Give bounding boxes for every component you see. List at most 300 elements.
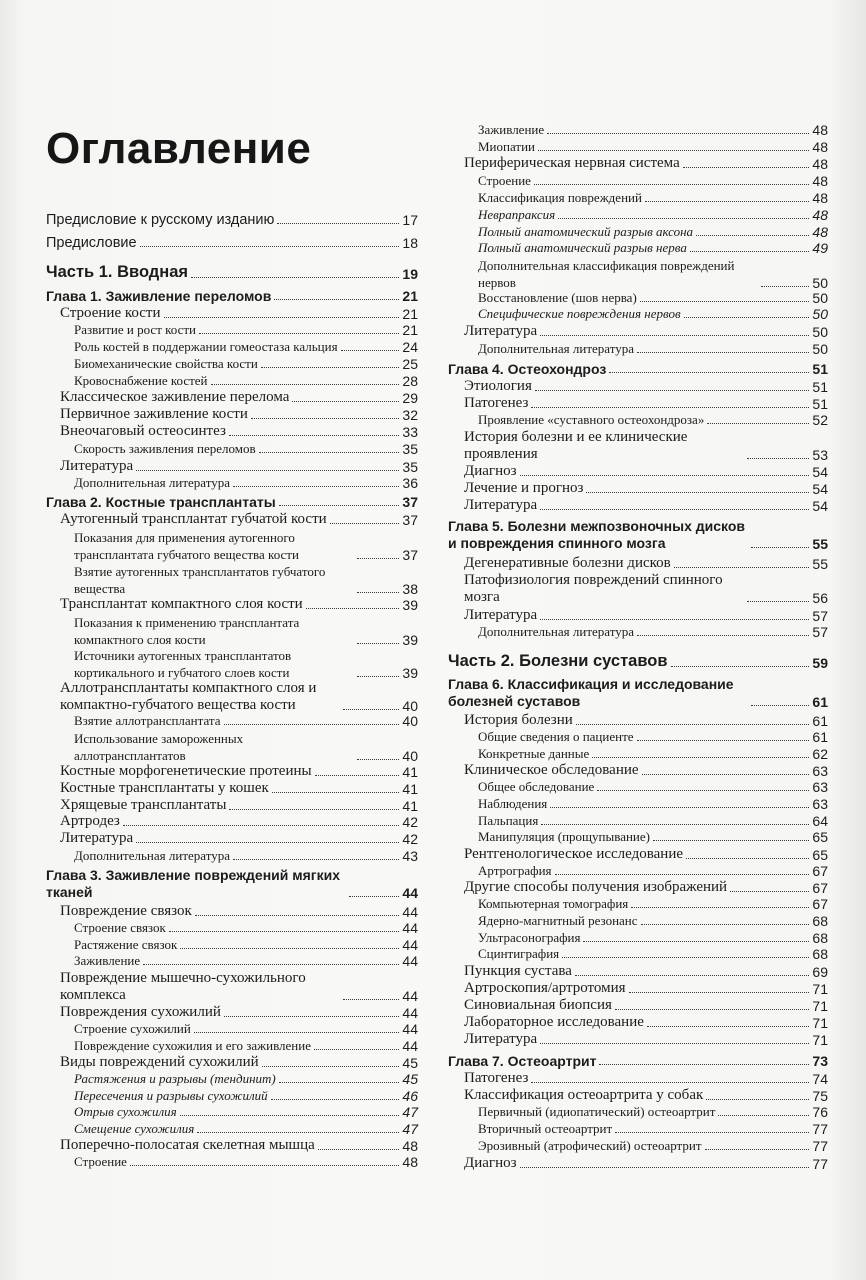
toc-page-number: 29 (402, 390, 418, 406)
toc-entry-title: Часть 2. Болезни суставов (448, 652, 668, 670)
toc-entry (478, 946, 828, 962)
toc-entry-title: Общее обследование (478, 779, 595, 794)
dot-leader (642, 774, 810, 775)
dot-leader (562, 957, 809, 958)
toc-entry (464, 463, 828, 480)
dot-leader (540, 509, 809, 510)
toc-page-number: 41 (402, 781, 418, 797)
dot-leader (592, 757, 809, 758)
toc-page-number: 44 (402, 988, 418, 1004)
toc-page-number: 35 (402, 459, 418, 475)
dot-leader (229, 809, 399, 810)
toc-entry (464, 378, 828, 395)
toc-entry (464, 1031, 828, 1048)
dot-leader (143, 964, 399, 965)
toc-entry (478, 139, 828, 155)
toc-entry-title: Литература (464, 497, 538, 513)
toc-page-number: 50 (812, 324, 828, 340)
dot-leader (547, 133, 809, 134)
dot-leader (535, 390, 810, 391)
toc-entry (464, 879, 828, 896)
dot-leader (558, 218, 809, 219)
dot-leader (229, 435, 400, 436)
toc-entry-title: Строение (478, 173, 531, 188)
toc-page-number: 24 (402, 339, 418, 355)
toc-entry (478, 290, 828, 306)
toc-page-number: 68 (812, 913, 828, 929)
toc-page-number: 55 (812, 536, 828, 552)
toc-page-number: 36 (402, 475, 418, 491)
toc-entry-title: Поперечно-полосатая скелетная мышца (60, 1137, 315, 1153)
toc-page-number: 63 (812, 796, 828, 812)
toc-entry (478, 224, 828, 240)
toc-page-number: 21 (402, 288, 418, 304)
toc-entry-title: Артрография (478, 863, 552, 878)
toc-page-number: 44 (402, 953, 418, 969)
dot-leader (550, 807, 809, 808)
toc-page-number: 37 (402, 512, 418, 528)
dot-leader (647, 1026, 810, 1027)
toc-page-number: 75 (812, 1088, 828, 1104)
toc-entry (464, 480, 828, 497)
toc-entry-title: Дегенеративные болезни дисков (464, 555, 671, 571)
dot-leader (534, 184, 809, 185)
dot-leader (279, 505, 400, 506)
dot-leader (199, 333, 399, 334)
toc-entry (74, 614, 418, 648)
toc-entry-title: Литература (60, 830, 134, 846)
toc-entry (478, 829, 828, 845)
toc-entry (60, 423, 418, 440)
dot-leader (233, 486, 399, 487)
toc-entry (464, 395, 828, 412)
toc-page-number: 39 (402, 632, 418, 648)
toc-entry (60, 305, 418, 322)
dot-leader (696, 235, 809, 236)
toc-entry-title: Конкретные данные (478, 746, 590, 761)
toc-page-number: 43 (402, 848, 418, 864)
toc-entry (464, 980, 828, 997)
toc-page-number: 38 (402, 581, 418, 597)
toc-entry-title: Трансплантат компактного слоя кости (60, 596, 303, 612)
toc-entry (478, 190, 828, 206)
toc-entry-title: Костные морфогенетические протеины (60, 763, 312, 779)
toc-entry (448, 361, 828, 377)
toc-entry-title: Дополнительная литература (74, 475, 230, 490)
dot-leader (730, 891, 809, 892)
toc-entry-title: Специфические повреждения нервов (478, 306, 681, 321)
toc-page-number: 48 (812, 190, 828, 206)
toc-entry-title: Клиническое обследование (464, 762, 639, 778)
toc-page-number: 65 (812, 829, 828, 845)
toc-page-number: 62 (812, 746, 828, 762)
toc-entry-title: Артродез (60, 813, 120, 829)
toc-entry (74, 356, 418, 372)
toc-entry-title: Дополнительная литература (478, 341, 634, 356)
toc-page-number: 48 (402, 1138, 418, 1154)
dot-leader (555, 874, 810, 875)
toc-entry (478, 863, 828, 879)
toc-page-number: 39 (402, 665, 418, 681)
dot-leader (520, 475, 810, 476)
toc-entry (478, 896, 828, 912)
toc-entry (464, 846, 828, 863)
toc-entry (464, 1014, 828, 1031)
toc-page-number: 69 (812, 964, 828, 980)
toc-entry (46, 212, 418, 228)
toc-entry (478, 1121, 828, 1137)
dot-leader (531, 1082, 809, 1083)
toc-page-number: 48 (812, 173, 828, 189)
toc-page-number: 48 (812, 207, 828, 223)
toc-entry (74, 441, 418, 457)
toc-entry-title: Аутогенный трансплантат губчатой кости (60, 511, 327, 527)
toc-page-number: 37 (402, 547, 418, 563)
toc-page-number: 45 (402, 1055, 418, 1071)
dot-leader (357, 643, 399, 644)
dot-leader (315, 775, 400, 776)
toc-page-number: 49 (812, 240, 828, 256)
dot-leader (279, 1082, 400, 1083)
dot-leader (330, 523, 400, 524)
toc-page-number: 63 (812, 779, 828, 795)
toc-page-number: 40 (402, 748, 418, 764)
dot-leader (272, 792, 400, 793)
toc-entry (74, 848, 418, 864)
toc-entry-title: Классификация остеоартрита у собак (464, 1087, 704, 1103)
dot-leader (540, 1043, 809, 1044)
toc-page-number: 41 (402, 764, 418, 780)
dot-leader (637, 635, 809, 636)
toc-page-number: 55 (812, 556, 828, 572)
toc-entry-title: Повреждение связок (60, 903, 192, 919)
dot-leader (540, 335, 809, 336)
toc-entry-title: Глава 1. Заживление переломов (46, 288, 272, 304)
toc-entry-title: Предисловие к русскому изданию (46, 212, 275, 228)
toc-entry-title: История болезни и ее клинические проявления (464, 429, 688, 462)
toc-entry (478, 779, 828, 795)
toc-entry-title: История болезни (464, 712, 573, 728)
dot-leader (136, 470, 399, 471)
toc-page-number: 33 (402, 424, 418, 440)
dot-leader (211, 384, 400, 385)
toc-entry-title: Дополнительная классификация повреждений нервов (478, 258, 735, 290)
dot-leader (609, 372, 809, 373)
toc-entry (74, 563, 418, 597)
toc-entry (74, 1154, 418, 1170)
toc-page-number: 54 (812, 481, 828, 497)
toc-entry (478, 306, 828, 322)
toc-page-number: 40 (402, 698, 418, 714)
dot-leader (349, 896, 399, 897)
toc-entry-title: Пальпация (478, 813, 539, 828)
toc-entry (74, 475, 418, 491)
toc-page-number: 65 (812, 847, 828, 863)
dot-leader (747, 458, 809, 459)
toc-page-number: 40 (402, 713, 418, 729)
dot-leader (684, 317, 810, 318)
toc-entry-title: Роль костей в поддержании гомеостаза кальция (74, 339, 338, 354)
toc-entry (60, 970, 418, 1004)
dot-leader (292, 401, 399, 402)
dot-leader (690, 251, 810, 252)
toc-entry (464, 607, 828, 624)
dot-leader (597, 790, 809, 791)
dot-leader (140, 246, 400, 247)
toc-entry (478, 341, 828, 357)
dot-leader (637, 740, 810, 741)
dot-leader (261, 367, 400, 368)
toc-entry-title: Глава 7. Остеоартрит (448, 1053, 597, 1069)
toc-entry-title: Первичное заживление кости (60, 406, 248, 422)
page-title: Оглавление (46, 124, 312, 173)
toc-entry-title: Глава 3. Заживление повреждений мягких тканей (46, 867, 341, 900)
toc-entry-title: Полный анатомический разрыв аксона (478, 224, 694, 239)
dot-leader (575, 975, 810, 976)
toc-entry-title: Неврапраксия (478, 207, 556, 222)
toc-entry-title: Источники аутогенных трансплантатов кортикального и губчатого слоев кости (74, 648, 292, 680)
toc-entry-title: Пересечения и разрывы сухожилий (74, 1088, 268, 1103)
dot-leader (197, 1132, 399, 1133)
toc-page-number: 73 (812, 1053, 828, 1069)
toc-entry-title: Рентгенологическое исследование (464, 846, 684, 862)
toc-entry (464, 429, 828, 463)
toc-entry (46, 288, 418, 304)
toc-entry-title: Смещение сухожилия (74, 1121, 195, 1136)
toc-page-number: 17 (402, 212, 418, 228)
toc-entry (60, 1004, 418, 1021)
toc-page-number: 21 (402, 322, 418, 338)
dot-leader (583, 941, 809, 942)
toc-entry (478, 122, 828, 138)
toc-entry (464, 1070, 828, 1087)
dot-leader (640, 301, 810, 302)
dot-leader (653, 840, 809, 841)
toc-page-number: 45 (402, 1071, 418, 1087)
toc-entry (448, 676, 828, 710)
dot-leader (586, 492, 809, 493)
toc-entry (74, 529, 418, 563)
toc-entry-title: Артроскопия/артротомия (464, 980, 626, 996)
toc-entry-title: Глава 4. Остеохондроз (448, 361, 607, 377)
dot-leader (751, 705, 809, 706)
toc-entry (60, 1054, 418, 1071)
toc-entry-title: Строение кости (60, 305, 161, 321)
toc-entry-title: Восстановление (шов нерва) (478, 290, 637, 305)
toc-entry-title: Дополнительная литература (478, 624, 634, 639)
toc-entry (60, 763, 418, 780)
toc-page-number: 61 (812, 694, 828, 710)
toc-entry-title: Другие способы получения изображений (464, 879, 728, 895)
dot-leader (615, 1132, 809, 1133)
toc-entry (60, 596, 418, 613)
toc-entry (464, 762, 828, 779)
toc-entry-title: Эрозивный (атрофический) остеоартрит (478, 1138, 702, 1153)
toc-entry-title: Пункция сустава (464, 963, 572, 979)
dot-leader (357, 759, 399, 760)
toc-page-number: 19 (402, 266, 418, 282)
dot-leader (306, 608, 400, 609)
toc-entry (478, 913, 828, 929)
toc-entry-title: Повреждение мышечно-сухожильного комплекса (60, 970, 306, 1003)
toc-entry-title: Внеочаговый остеосинтез (60, 423, 226, 439)
toc-entry-title: Лабораторное исследование (464, 1014, 644, 1030)
toc-entry-title: Диагноз (464, 463, 517, 479)
dot-leader (271, 1099, 400, 1100)
toc-page-number: 48 (812, 122, 828, 138)
toc-page-number: 28 (402, 373, 418, 389)
toc-page-number: 63 (812, 763, 828, 779)
dot-leader (357, 592, 399, 593)
toc-entry-title: Развитие и рост кости (74, 322, 197, 337)
toc-entry-title: Патогенез (464, 1070, 529, 1086)
toc-entry (60, 830, 418, 847)
dot-leader (520, 1167, 810, 1168)
toc-entry-title: Ядерно-магнитный резонанс (478, 913, 638, 928)
toc-page-number: 71 (812, 998, 828, 1014)
toc-page-number: 48 (812, 224, 828, 240)
toc-page-number: 44 (402, 920, 418, 936)
toc-page-number: 48 (402, 1154, 418, 1170)
toc-page-number: 64 (812, 813, 828, 829)
toc-entry (74, 1071, 418, 1087)
dot-leader (531, 407, 809, 408)
toc-entry (464, 497, 828, 514)
toc-entry-title: Манипуляция (прощупывание) (478, 829, 650, 844)
toc-entry-title: Кровоснабжение костей (74, 373, 208, 388)
dot-leader (718, 1115, 809, 1116)
dot-leader (180, 1115, 400, 1116)
toc-entry-title: Строение (74, 1154, 127, 1169)
toc-entry-title: Этиология (464, 378, 532, 394)
toc-page-number: 68 (812, 930, 828, 946)
toc-page-number: 51 (812, 396, 828, 412)
dot-leader (169, 931, 400, 932)
toc-entry (74, 322, 418, 338)
toc-entry (478, 624, 828, 640)
toc-entry-title: Биомеханические свойства кости (74, 356, 258, 371)
toc-entry-title: Классификация повреждений (478, 190, 642, 205)
toc-entry-title: Использование замороженных аллотрансплантатов (74, 731, 244, 763)
toc-page-number: 47 (402, 1104, 418, 1120)
toc-entry (60, 680, 418, 714)
dot-leader (343, 999, 399, 1000)
toc-page-number: 46 (402, 1088, 418, 1104)
toc-entry-title: Вторичный остеоартрит (478, 1121, 613, 1136)
toc-entry-title: Литература (464, 607, 538, 623)
dot-leader (191, 277, 399, 278)
dot-leader (341, 350, 400, 351)
toc-entry (478, 1138, 828, 1154)
dot-leader (599, 1064, 809, 1065)
dot-leader (357, 558, 399, 559)
toc-page-number: 48 (812, 139, 828, 155)
toc-entry (46, 263, 418, 282)
toc-entry (478, 1104, 828, 1120)
toc-entry-title: Часть 1. Вводная (46, 263, 189, 281)
toc-entry-title: Миопатии (478, 139, 536, 154)
toc-entry (74, 1088, 418, 1104)
toc-page-number: 77 (812, 1121, 828, 1137)
toc-entry-title: Костные трансплантаты у кошек (60, 780, 269, 796)
dot-leader (751, 547, 809, 548)
toc-page-number: 61 (812, 729, 828, 745)
toc-entry (74, 937, 418, 953)
toc-page-number: 50 (812, 275, 828, 291)
toc-entry-title: Глава 6. Классификация и исследование болезней суставов (448, 676, 734, 709)
toc-entry-title: Периферическая нервная система (464, 155, 680, 171)
toc-entry-title: Хрящевые трансплантаты (60, 797, 227, 813)
toc-entry (448, 1053, 828, 1069)
toc-entry-title: Взятие аллотрансплантата (74, 713, 221, 728)
toc-page-number: 41 (402, 798, 418, 814)
dot-leader (251, 418, 400, 419)
header-bleed-through (380, 52, 480, 68)
toc-entry-title: Показания для применения аутогенного трансплантата губчатого вещества кости (74, 530, 299, 562)
toc-entry (478, 207, 828, 223)
dot-leader (538, 150, 809, 151)
toc-page-number: 71 (812, 1032, 828, 1048)
toc-entry-title: Лечение и прогноз (464, 480, 584, 496)
toc-entry (60, 780, 418, 797)
toc-entry (74, 953, 418, 969)
dot-leader (233, 859, 399, 860)
toc-entry-title: Строение связок (74, 920, 166, 935)
toc-entry-title: Предисловие (46, 235, 137, 251)
toc-entry-title: Аллотрансплантаты компактного слоя и компактно-губчатого вещества кости (60, 680, 317, 713)
toc-entry-title: Общие сведения о пациенте (478, 729, 634, 744)
dot-leader (314, 1049, 399, 1050)
toc-entry-title: Глава 5. Болезни межпозвоночных дисков и повреждения спинного мозга (448, 518, 746, 551)
toc-page-number: 50 (812, 341, 828, 357)
toc-entry (478, 412, 828, 428)
dot-leader (357, 676, 399, 677)
toc-entry-title: Наблюдения (478, 796, 548, 811)
toc-entry (464, 323, 828, 340)
dot-leader (707, 423, 809, 424)
toc-page-number: 53 (812, 447, 828, 463)
toc-entry (74, 1021, 418, 1037)
dot-leader (637, 352, 809, 353)
dot-leader (631, 907, 809, 908)
toc-page-number: 71 (812, 1015, 828, 1031)
toc-page-number: 59 (812, 655, 828, 671)
dot-leader (541, 824, 809, 825)
toc-page-number: 47 (402, 1121, 418, 1137)
toc-entry (74, 647, 418, 681)
toc-entry (46, 235, 418, 251)
dot-leader (761, 286, 809, 287)
toc-entry-title: Повреждение сухожилия и его заживление (74, 1038, 311, 1053)
toc-page-number: 35 (402, 441, 418, 457)
dot-leader (686, 858, 809, 859)
toc-entry-title: Проявление «суставного остеохондроза» (478, 412, 705, 427)
toc-page-number: 21 (402, 306, 418, 322)
toc-entry-title: Скорость заживления переломов (74, 441, 256, 456)
dot-leader (576, 724, 810, 725)
toc-entry-title: Растяжения и разрывы (тендинит) (74, 1071, 276, 1086)
toc-entry-title: Дополнительная литература (74, 848, 230, 863)
toc-entry (464, 1087, 828, 1104)
toc-page-number: 37 (402, 494, 418, 510)
dot-leader (615, 1009, 810, 1010)
toc-page-number: 18 (402, 235, 418, 251)
toc-entry (60, 1137, 418, 1154)
toc-page-number: 51 (812, 379, 828, 395)
toc-page-number: 32 (402, 407, 418, 423)
dot-leader (674, 567, 810, 568)
toc-entry (60, 511, 418, 528)
